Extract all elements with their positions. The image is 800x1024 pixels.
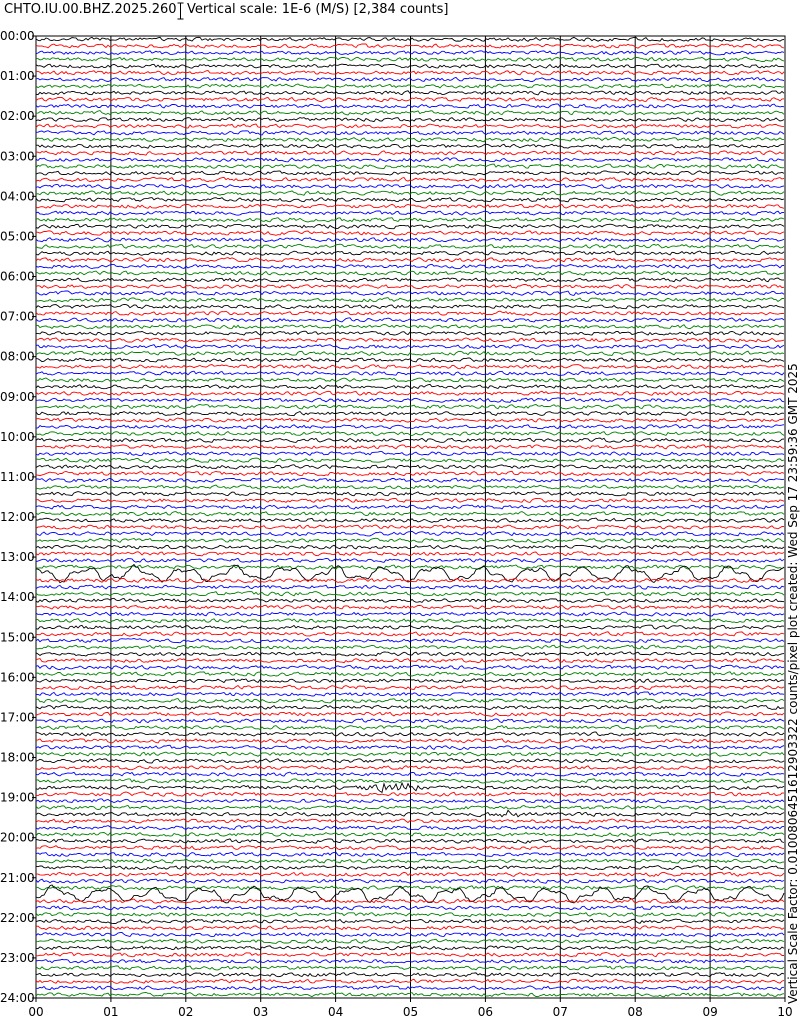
plot-info-note: Vertical Scale Factor: 0.0100806451612903322 counts/pixel plot created: Wed Sep 17 23:59:36 GMT 2025 — [786, 363, 800, 1004]
x-tick-label: 00 — [28, 1005, 44, 1019]
x-tick-label: 02 — [178, 1005, 194, 1019]
y-tick-label: 15:00 — [0, 630, 35, 645]
y-tick-label: 20:00 — [0, 830, 35, 845]
x-tick-label: 10 — [777, 1005, 793, 1019]
y-tick-label: 11:00 — [0, 469, 35, 484]
y-tick-label: 14:00 — [0, 590, 35, 605]
x-tick-label: 06 — [477, 1005, 494, 1019]
y-tick-label: 19:00 — [0, 790, 35, 805]
vertical-scale-label: Vertical scale: 1E-6 (M/S) [2,384 counts] — [187, 2, 449, 17]
x-tick-label: 08 — [627, 1005, 643, 1019]
y-tick-label: 08:00 — [0, 349, 35, 364]
x-tick-label: 09 — [702, 1005, 718, 1019]
y-tick-label: 07:00 — [0, 309, 35, 324]
y-tick-label: 10:00 — [0, 429, 35, 444]
y-tick-label: 01:00 — [0, 69, 35, 84]
y-tick-label: 22:00 — [0, 910, 35, 925]
x-tick-label: 04 — [327, 1005, 344, 1019]
y-tick-label: 18:00 — [0, 750, 35, 765]
y-tick-label: 04:00 — [0, 189, 35, 204]
x-tick-label: 01 — [103, 1005, 119, 1019]
y-tick-label: 02:00 — [0, 109, 35, 124]
x-tick-label: 03 — [253, 1005, 269, 1019]
y-tick-label: 13:00 — [0, 550, 35, 565]
y-tick-label: 06:00 — [0, 269, 35, 284]
station-label: CHTO.IU.00.BHZ.2025.260 — [4, 2, 177, 17]
y-tick-label: 23:00 — [0, 950, 35, 965]
y-tick-label: 05:00 — [0, 229, 35, 244]
y-tick-label: 17:00 — [0, 710, 35, 725]
y-tick-label: 09:00 — [0, 389, 35, 404]
y-tick-label: 12:00 — [0, 510, 35, 524]
y-tick-label: 21:00 — [0, 870, 35, 885]
y-tick-label: 16:00 — [0, 670, 35, 685]
x-tick-label: 05 — [402, 1005, 419, 1019]
y-tick-label: 03:00 — [0, 149, 35, 164]
y-tick-label: 24:00 — [0, 991, 35, 1005]
y-tick-label: 00:00 — [0, 29, 35, 43]
x-tick-label: 07 — [552, 1005, 568, 1019]
